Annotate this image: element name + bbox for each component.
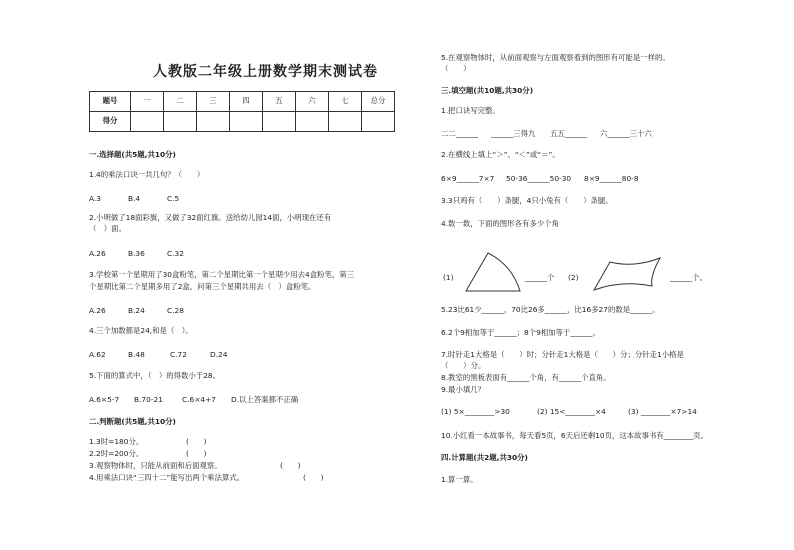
question-text: 个星期比第二个星期多用了2盒，问第三个星期共用去（ ）盒粉笔。 — [89, 282, 316, 291]
table-cell: 六 — [296, 92, 329, 112]
answer-paren[interactable]: （ ） — [441, 64, 471, 73]
question-text: 3.3只鸡有（ ）条腿，4只小兔有（ ）条腿。 — [441, 196, 613, 205]
section-heading-fill: 三.填空题(共10题,共30分) — [441, 86, 534, 95]
table-cell: 四 — [230, 92, 263, 112]
fill-item[interactable]: 8×9______80-8 — [584, 174, 639, 183]
table-cell: 三 — [197, 92, 230, 112]
score-table-header-row — [90, 92, 395, 112]
question-text: 4.用乘法口诀“三四十二”能写出两个乘法算式。 — [89, 473, 245, 482]
option: B.48 — [128, 350, 145, 359]
fill-item[interactable]: 50-36______50-30 — [506, 174, 572, 183]
option: D.以上答案都不正确 — [231, 395, 299, 404]
section-heading-choice: 一.选择题(共5题,共10分) — [89, 150, 176, 159]
curved-quad-figure — [592, 256, 664, 292]
question-text: 3.学校第一个星期用了30盒粉笔，第二个星期比第一个星期少用去4盒粉笔，第三 — [89, 270, 355, 279]
fill-item[interactable]: (1) 5×________>30 — [441, 407, 510, 416]
option: C.32 — [167, 249, 184, 258]
table-cell: 二 — [164, 92, 197, 112]
figure-label-1: (1) — [443, 273, 454, 282]
table-cell: 五 — [263, 92, 296, 112]
answer-paren[interactable]: ( ) — [280, 461, 301, 470]
score-table-score-row — [90, 112, 395, 132]
question-text: 2.在横线上填上“＞”、“＜”或“＝”。 — [441, 150, 560, 159]
question-text: 10.小红看一本故事书，每天看5页，6天后还剩10页，这本故事书有________页。 — [441, 431, 709, 440]
section-heading-calc: 四.计算题(共2题,共30分) — [441, 453, 528, 462]
score-cell[interactable] — [164, 112, 197, 132]
fill-item[interactable]: ______三得九 — [491, 129, 536, 138]
sector-shape-figure — [464, 251, 524, 293]
answer-paren[interactable]: ( ) — [186, 449, 207, 458]
question-text: 7.时针走1大格是（ ）时；分针走1大格是（ ）分；分针走1小格是 — [441, 350, 684, 359]
option: B.70-21 — [134, 395, 163, 404]
question-text: 1.4的乘法口诀一共几句？（ ） — [89, 170, 205, 179]
option: A.6×5-7 — [89, 395, 120, 404]
figure-answer-2[interactable]: ______个。 — [670, 273, 707, 282]
question-text: 3.观察物体时，只能从前面和后面观察。 — [89, 461, 222, 470]
table-cell: 题号 — [90, 92, 131, 112]
figure-answer-1[interactable]: ______个 — [525, 273, 555, 282]
question-text: 2.2时=200分。 — [89, 449, 144, 458]
fill-item[interactable]: (3) ________×7>14 — [628, 407, 697, 416]
question-text: 9.最小填几？ — [441, 385, 486, 394]
question-text: 4.数一数，下面的图形各有多少个角 — [441, 219, 559, 228]
question-text: 4.三个加数都是24,和是（ ）。 — [89, 326, 193, 335]
option: B.36 — [128, 249, 145, 258]
option: C.5 — [167, 194, 180, 203]
option: A.3 — [89, 194, 101, 203]
option: A.26 — [89, 306, 106, 315]
option: B.4 — [128, 194, 141, 203]
question-text: 5.在观察物体时，从前面观察与左面观察看到的图形有可能是一样的。 — [441, 53, 670, 62]
fill-item[interactable]: 6×9______7×7 — [441, 174, 495, 183]
question-text: （ ）面。 — [89, 224, 126, 233]
question-text: 8.教室的黑板表面有______个角，有______个直角。 — [441, 373, 611, 382]
table-cell: 一 — [131, 92, 164, 112]
question-text: 6.2个9相加等于______；8个9相加等于______。 — [441, 328, 600, 337]
answer-paren[interactable]: ( ) — [186, 437, 207, 446]
fill-item[interactable]: 六______三十六 — [600, 129, 652, 138]
option: B.24 — [128, 306, 145, 315]
option: C.28 — [167, 306, 184, 315]
score-cell[interactable] — [197, 112, 230, 132]
option: D.24 — [210, 350, 228, 359]
option: C.72 — [170, 350, 187, 359]
question-text: 1.3时=180分。 — [89, 437, 144, 446]
question-text: 1.把口诀写完整。 — [441, 106, 500, 115]
question-text: 5.下面的算式中，（ ）的得数小于28。 — [89, 371, 221, 380]
section-heading-judge: 二.判断题(共5题,共10分) — [89, 417, 176, 426]
question-text: 1.算一算。 — [441, 475, 478, 484]
score-cell[interactable] — [131, 112, 164, 132]
score-cell[interactable] — [362, 112, 395, 132]
figure-label-2: (2) — [568, 273, 579, 282]
score-cell[interactable] — [230, 112, 263, 132]
score-cell[interactable] — [263, 112, 296, 132]
question-text: 5.23比61少______，70比26多______，比16多27的数是______。 — [441, 305, 660, 314]
option: C.6×4+7 — [182, 395, 217, 404]
fill-item[interactable]: 五五______ — [550, 129, 587, 138]
fill-item[interactable]: 二二______ — [441, 129, 478, 138]
question-text: （ ）分。 — [441, 361, 486, 370]
option: A.26 — [89, 249, 106, 258]
score-cell[interactable] — [296, 112, 329, 132]
question-text: 2.小明做了18面彩旗，又做了32面红旗。送给幼儿园14面，小明现在还有 — [89, 213, 332, 222]
score-cell[interactable] — [329, 112, 362, 132]
option: A.62 — [89, 350, 106, 359]
answer-paren[interactable]: ( ) — [303, 473, 324, 482]
table-cell: 总分 — [362, 92, 395, 112]
score-table — [89, 91, 395, 132]
fill-item[interactable]: (2) 15<________×4 — [537, 407, 606, 416]
table-cell: 七 — [329, 92, 362, 112]
page-title: 人教版二年级上册数学期末测试卷 — [153, 64, 378, 80]
table-cell: 得分 — [90, 112, 131, 132]
